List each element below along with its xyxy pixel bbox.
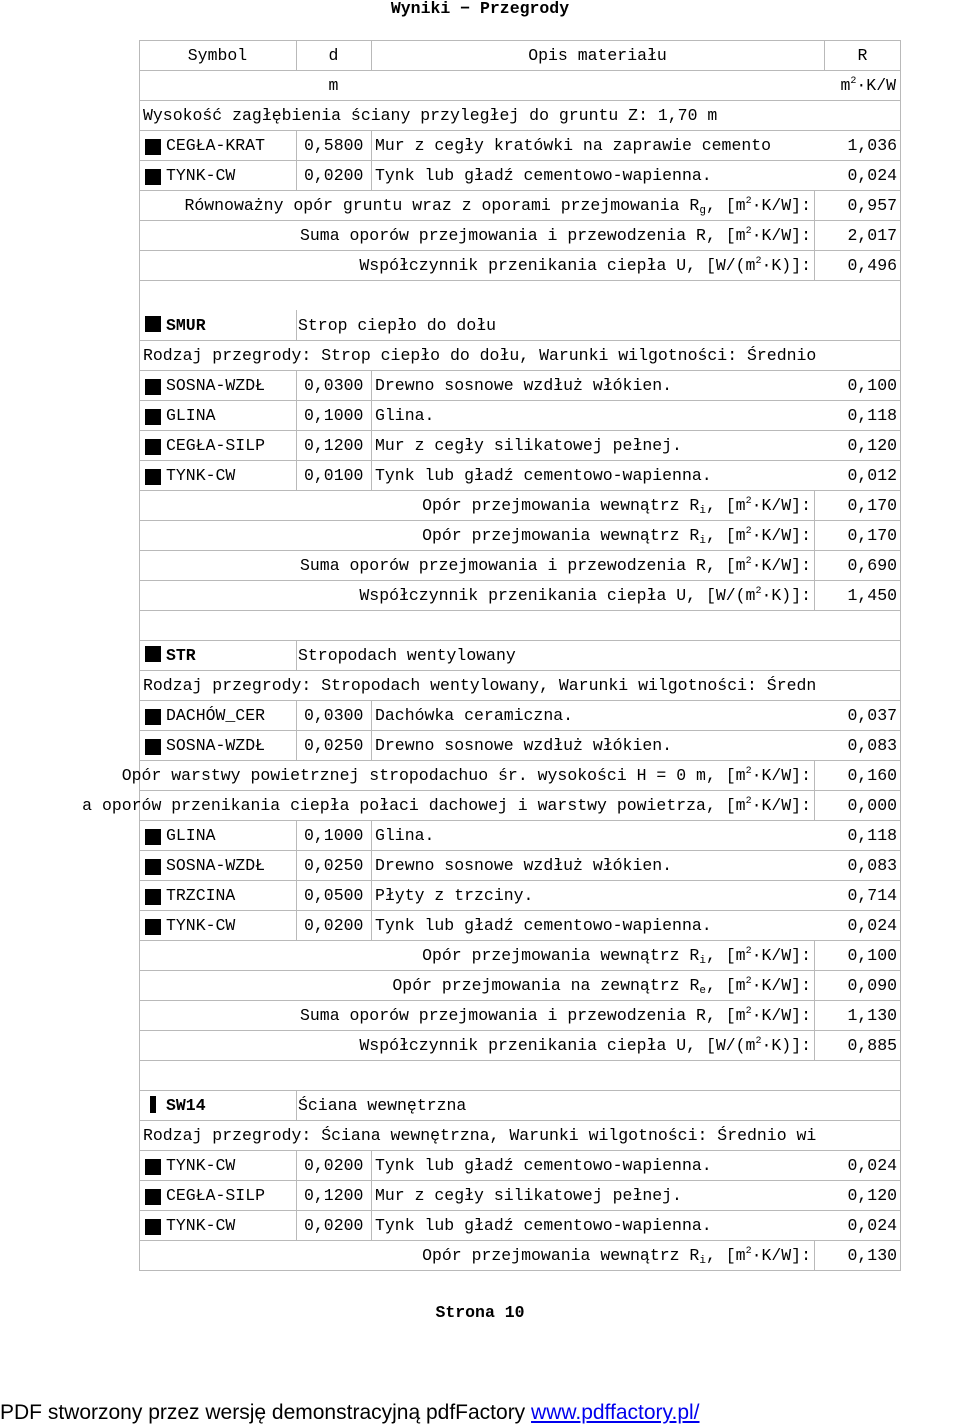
layer-thickness: 0,0100 <box>304 466 364 485</box>
layer-resistance: 0,120 <box>847 436 897 455</box>
sum-resistance-label: Suma oporów przejmowania i przewodzenia R, $[m^2\cdot K/W]$: <box>299 226 811 245</box>
layer-symbol: SOSNA-WZDŁ <box>166 856 266 875</box>
layer-symbol: CEGŁA-KRAT <box>166 136 266 155</box>
partition-type: Rodzaj przegrody: Stropodach wentylowany, Warunki wilgotności: Średn <box>143 676 817 695</box>
internal-resistance-label: Opór przejmowania wewnątrz $R_i$, $[m^2\cdot K/W]$: <box>422 946 811 967</box>
u-coefficient-label: Współczynnik przenikania ciepła U, $[W/(m^2\cdot K)]$: <box>359 1036 811 1055</box>
internal-resistance-label: Opór przejmowania wewnątrz $R_i$, $[m^2\cdot K/W]$: <box>422 496 811 517</box>
layer-description: Mur z cegły kratówki na zaprawie cemento <box>375 136 772 155</box>
roof-sum-label: a oporów przenikania ciepła połaci dachowej i warstwy powietrza, $[m^2\cdot K/W]$: <box>82 796 811 815</box>
wood-icon <box>145 859 161 875</box>
layer-symbol: GLINA <box>166 826 216 845</box>
layer-resistance: 0,120 <box>847 1186 897 1205</box>
wood-icon <box>145 739 161 755</box>
layer-thickness: 0,0300 <box>304 376 364 395</box>
layer-thickness: 0,0250 <box>304 736 364 755</box>
layer-symbol: TYNK-CW <box>166 1156 236 1175</box>
layer-symbol: CEGŁA-SILP <box>166 1186 266 1205</box>
internal-resistance-label: Opór przejmowania wewnątrz $R_i$, $[m^2\cdot K/W]$: <box>422 526 811 547</box>
header-d-unit: m <box>328 76 339 95</box>
internal-resistance-label: Opór przejmowania wewnątrz $R_i$, $[m^2\cdot K/W]$: <box>422 1246 811 1267</box>
u-coefficient-value: 1,450 <box>847 586 897 605</box>
plaster-icon <box>145 919 161 935</box>
layer-description: Drewno sosnowe wzdłuż włókien. <box>375 736 673 755</box>
layer-resistance: 0,118 <box>847 406 897 425</box>
u-coefficient-value: 0,496 <box>847 256 897 275</box>
page-number: Strona 10 <box>435 1303 525 1322</box>
partition-name: Ściana wewnętrzna <box>298 1096 467 1115</box>
layer-resistance: 0,083 <box>847 736 897 755</box>
plaster-icon <box>145 169 161 185</box>
layer-description: Tynk lub gładź cementowo-wapienna. <box>375 466 712 485</box>
depth-label: Wysokość zagłębienia ściany przyległej do gruntu Z: 1,70 m <box>143 106 718 125</box>
header-symbol: Symbol <box>187 46 248 65</box>
wood-icon <box>145 379 161 395</box>
layer-thickness: 0,0250 <box>304 856 364 875</box>
wall-icon <box>150 1096 156 1113</box>
header-description: Opis materiału <box>528 46 667 65</box>
internal-resistance-value: 0,170 <box>847 526 897 545</box>
layer-symbol: TYNK-CW <box>166 466 236 485</box>
layer-thickness: 0,1000 <box>304 406 364 425</box>
layer-thickness: 0,0300 <box>304 706 364 725</box>
pdf-banner <box>0 1400 700 1426</box>
partition-type: Rodzaj przegrody: Ściana wewnętrzna, Warunki wilgotności: Średnio wi <box>143 1126 817 1145</box>
layer-symbol: TYNK-CW <box>166 916 236 935</box>
layer-description: Dachówka ceramiczna. <box>375 706 574 725</box>
layer-resistance: 0,024 <box>847 1156 897 1175</box>
header-d: d <box>328 46 339 65</box>
roof-icon <box>145 646 161 662</box>
layer-thickness: 0,1200 <box>304 1186 364 1205</box>
layer-resistance: 0,100 <box>847 376 897 395</box>
u-coefficient-value: 0,885 <box>847 1036 897 1055</box>
air-layer-label: Opór warstwy powietrznej stropodachuo śr. wysokości H = 0 m, $[m^2\cdot K/W]$: <box>121 766 811 785</box>
u-coefficient-label: Współczynnik przenikania ciepła U, $[W/(m^2\cdot K)]$: <box>359 586 811 605</box>
ground-resistance-value: 0,957 <box>847 196 897 215</box>
external-resistance-label: Opór przejmowania na zewnątrz $R_e$, $[m^2\cdot K/W]$: <box>392 976 811 997</box>
brick-hatch-icon <box>145 139 161 155</box>
layer-symbol: SOSNA-WZDŁ <box>166 736 266 755</box>
layer-resistance: 0,012 <box>847 466 897 485</box>
layer-description: Glina. <box>375 826 435 845</box>
sum-resistance-value: 2,017 <box>847 226 897 245</box>
ground-resistance-label: Równoważny opór gruntu wraz z oporami przejmowania $R_g$, $[m^2\cdot K/W]$: <box>184 196 811 217</box>
layer-description: Glina. <box>375 406 435 425</box>
layer-thickness: 0,0200 <box>304 1216 364 1235</box>
partition-symbol: SMUR <box>166 316 206 335</box>
layer-resistance: 0,024 <box>847 916 897 935</box>
layer-thickness: 0,1200 <box>304 436 364 455</box>
partition-type: Rodzaj przegrody: Strop ciepło do dołu, Warunki wilgotności: Średnio <box>143 346 817 365</box>
layer-description: Mur z cegły silikatowej pełnej. <box>375 436 682 455</box>
layer-thickness: 0,5800 <box>304 136 364 155</box>
layer-description: Tynk lub gładź cementowo-wapienna. <box>375 166 712 185</box>
layer-description: Tynk lub gładź cementowo-wapienna. <box>375 1216 712 1235</box>
layer-description: Płyty z trzciny. <box>375 886 534 905</box>
page-title: Wyniki − Przegrody <box>390 0 570 18</box>
layer-resistance: 0,083 <box>847 856 897 875</box>
internal-resistance-value: 0,130 <box>847 1246 897 1265</box>
layer-description: Drewno sosnowe wzdłuż włókien. <box>375 376 673 395</box>
layer-description: Tynk lub gładź cementowo-wapienna. <box>375 1156 712 1175</box>
brick-hatch-icon <box>145 439 161 455</box>
layer-thickness: 0,1000 <box>304 826 364 845</box>
sum-resistance-label: Suma oporów przejmowania i przewodzenia R, $[m^2\cdot K/W]$: <box>299 1006 811 1025</box>
air-layer-value: 0,160 <box>847 766 897 785</box>
layer-symbol: SOSNA-WZDŁ <box>166 376 266 395</box>
layer-resistance: 1,036 <box>847 136 897 155</box>
layer-symbol: GLINA <box>166 406 216 425</box>
layer-description: Drewno sosnowe wzdłuż włókien. <box>375 856 673 875</box>
layer-resistance: 0,024 <box>847 1216 897 1235</box>
clay-icon <box>145 829 161 845</box>
partition-symbol: STR <box>166 646 196 665</box>
layer-symbol: TYNK-CW <box>166 166 236 185</box>
layer-resistance: 0,024 <box>847 166 897 185</box>
brick-hatch-icon <box>145 1189 161 1205</box>
layer-resistance: 0,714 <box>847 886 897 905</box>
partition-name: Stropodach wentylowany <box>298 646 516 665</box>
plaster-icon <box>145 1159 161 1175</box>
sum-resistance-label: Suma oporów przejmowania i przewodzenia R, $[m^2\cdot K/W]$: <box>299 556 811 575</box>
internal-resistance-value: 0,170 <box>847 496 897 515</box>
layer-resistance: 0,037 <box>847 706 897 725</box>
sum-resistance-value: 0,690 <box>847 556 897 575</box>
partition-name: Strop ciepło do dołu <box>298 316 497 335</box>
layer-symbol: TYNK-CW <box>166 1216 236 1235</box>
tile-icon <box>145 709 161 725</box>
header-r-unit: $m^2\cdot K/W$ <box>840 76 896 95</box>
plaster-icon <box>145 1219 161 1235</box>
layer-thickness: 0,0200 <box>304 166 364 185</box>
layer-resistance: 0,118 <box>847 826 897 845</box>
roof-sum-value: 0,000 <box>847 796 897 815</box>
layer-symbol: CEGŁA-SILP <box>166 436 266 455</box>
partition-symbol: SW14 <box>166 1096 206 1115</box>
layer-symbol: DACHÓW_CER <box>166 706 266 725</box>
layer-symbol: TRZCINA <box>166 886 236 905</box>
external-resistance-value: 0,090 <box>847 976 897 995</box>
layer-description: Tynk lub gładź cementowo-wapienna. <box>375 916 712 935</box>
reed-icon <box>145 889 161 905</box>
layer-thickness: 0,0200 <box>304 916 364 935</box>
pdf-banner-link[interactable]: www.pdffactory.pl/ <box>531 1401 700 1424</box>
u-coefficient-label: Współczynnik przenikania ciepła U, $[W/(m^2\cdot K)]$: <box>359 256 811 275</box>
layer-description: Mur z cegły silikatowej pełnej. <box>375 1186 682 1205</box>
layer-thickness: 0,0500 <box>304 886 364 905</box>
internal-resistance-value: 0,100 <box>847 946 897 965</box>
clay-icon <box>145 409 161 425</box>
plaster-icon <box>145 469 161 485</box>
header-r: R <box>857 46 868 65</box>
pdf-banner-text: PDF stworzony przez wersję demonstracyjną pdfFactory <box>0 1401 532 1424</box>
layer-thickness: 0,0200 <box>304 1156 364 1175</box>
results-table <box>139 40 901 1271</box>
sum-resistance-value: 1,130 <box>847 1006 897 1025</box>
ceiling-icon <box>145 316 161 332</box>
